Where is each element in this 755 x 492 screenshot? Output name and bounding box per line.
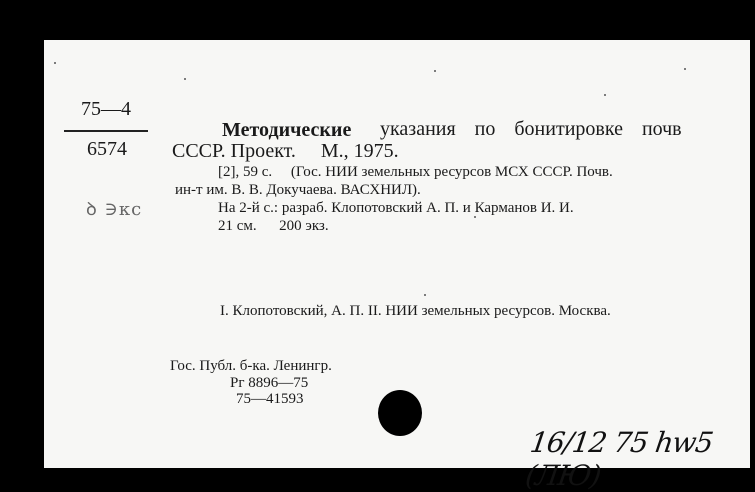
note-line: На 2-й с.: разраб. Клопотовский А. П. и Карманов И. И. <box>218 200 574 216</box>
punch-hole <box>378 390 422 436</box>
series-line: ин-т им. В. В. Докучаева. ВАСХНИЛ). <box>175 182 421 198</box>
handwritten-note: 16/12 75 hw5 (ЛЮ) <box>523 426 715 492</box>
ink-smudge: ꝺ ∋кс <box>86 199 143 220</box>
call-number-divider <box>64 130 148 132</box>
library-line-3: 75—41593 <box>236 391 304 407</box>
call-number-bottom: 6574 <box>87 138 127 160</box>
title-line-2: СССР. Проект. М., 1975. <box>172 140 399 162</box>
library-line-1: Гос. Публ. б-ка. Ленингр. <box>170 358 332 374</box>
library-line-2: Рг 8896—75 <box>230 375 309 391</box>
collation-line: [2], 59 с. (Гос. НИИ земельных ресурсов МСХ СССР. Почв. <box>218 164 613 180</box>
title-bold: Методические <box>222 119 352 141</box>
call-number-top: 75—4 <box>81 98 131 120</box>
catalog-card <box>44 40 750 492</box>
title-rest: указания по бонитировке почв <box>380 118 682 140</box>
size-line: 21 см. 200 экз. <box>218 218 329 234</box>
tracings-line: I. Клопотовский, А. П. II. НИИ земельных ресурсов. Москва. <box>220 303 611 319</box>
